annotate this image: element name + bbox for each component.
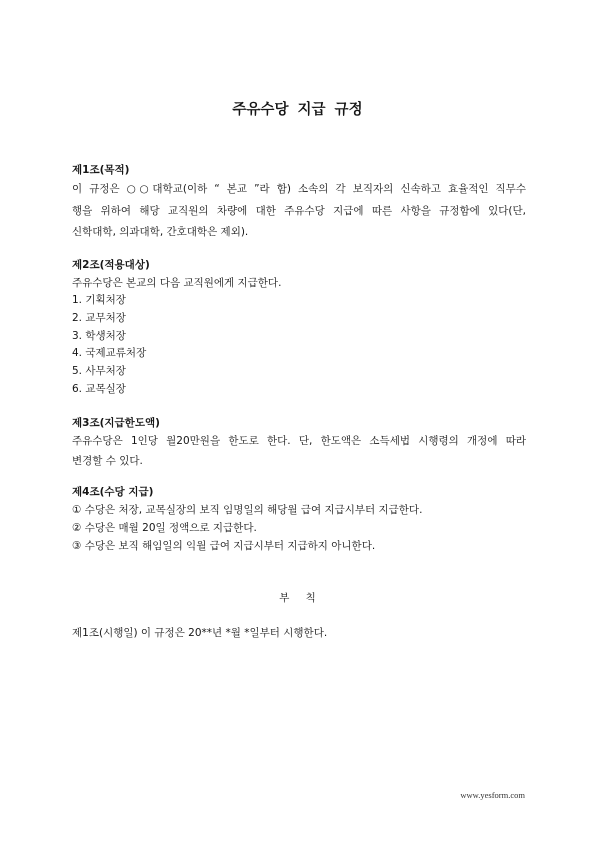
addendum-heading: 부 칙 (279, 592, 316, 604)
list-item: 4. 국제교류처장 (72, 347, 147, 360)
article-1-heading: 제1조(목적) (72, 164, 130, 176)
article-2 (72, 257, 526, 399)
addendum-text: 제1조(시행일) 이 규정은 20**년 *월 *일부터 시행한다. (72, 627, 328, 639)
article-2-heading: 제2조(적용대상) (72, 259, 150, 271)
article-1-line: 이 규정은 ○○대학교(이하 “ 본교 ”라 함) 소속의 각 보직자의 신속하고 효율적인 직무수 (72, 183, 526, 195)
article-2-intro: 주유수당은 본교의 다음 교직원에게 지급한다. (72, 277, 282, 289)
list-item: 1. 기획처장 (72, 294, 126, 306)
article-1 (72, 162, 526, 244)
article-3 (72, 415, 526, 471)
article-1-line: 행을 위하여 해당 교직원의 차량에 대한 주유수당 지급에 따른 사항을 규정함에 있다(단, (72, 204, 526, 217)
list-item: 5. 사무처장 (72, 365, 126, 378)
list-item: 6. 교목실장 (72, 382, 126, 395)
article-3-line: 변경할 수 있다. (72, 455, 143, 467)
article-3-line: 주유수당은 1인당 월20만원을 한도로 한다. 단, 한도액은 소득세법 시행령의 개정에 따라 (72, 435, 526, 447)
clause-item: ② 수당은 매월 20일 정액으로 지급한다. (72, 522, 257, 534)
article-3-body (72, 431, 526, 471)
footer-site-url: www.yesform.com (460, 790, 525, 800)
document-title: 주유수당 지급 규정 (232, 102, 363, 118)
article-4 (72, 484, 526, 555)
article-4-list (72, 501, 526, 555)
article-1-body (72, 179, 526, 244)
article-2-list (72, 292, 526, 399)
article-4-heading: 제4조(수당 지급) (72, 486, 154, 498)
list-item: 3. 학생처장 (72, 329, 126, 342)
clause-item: ① 수당은 처장, 교목실장의 보직 임명일의 해당월 급여 지급시부터 지급한다. (72, 504, 423, 516)
list-item: 2. 교무처장 (72, 311, 126, 324)
article-3-heading: 제3조(지급한도액) (72, 417, 160, 429)
clause-item: ③ 수당은 보직 해임일의 익월 급여 지급시부터 지급하지 아니한다. (72, 540, 376, 552)
article-1-line: 신학대학, 의과대학, 간호대학은 제외). (72, 226, 249, 238)
